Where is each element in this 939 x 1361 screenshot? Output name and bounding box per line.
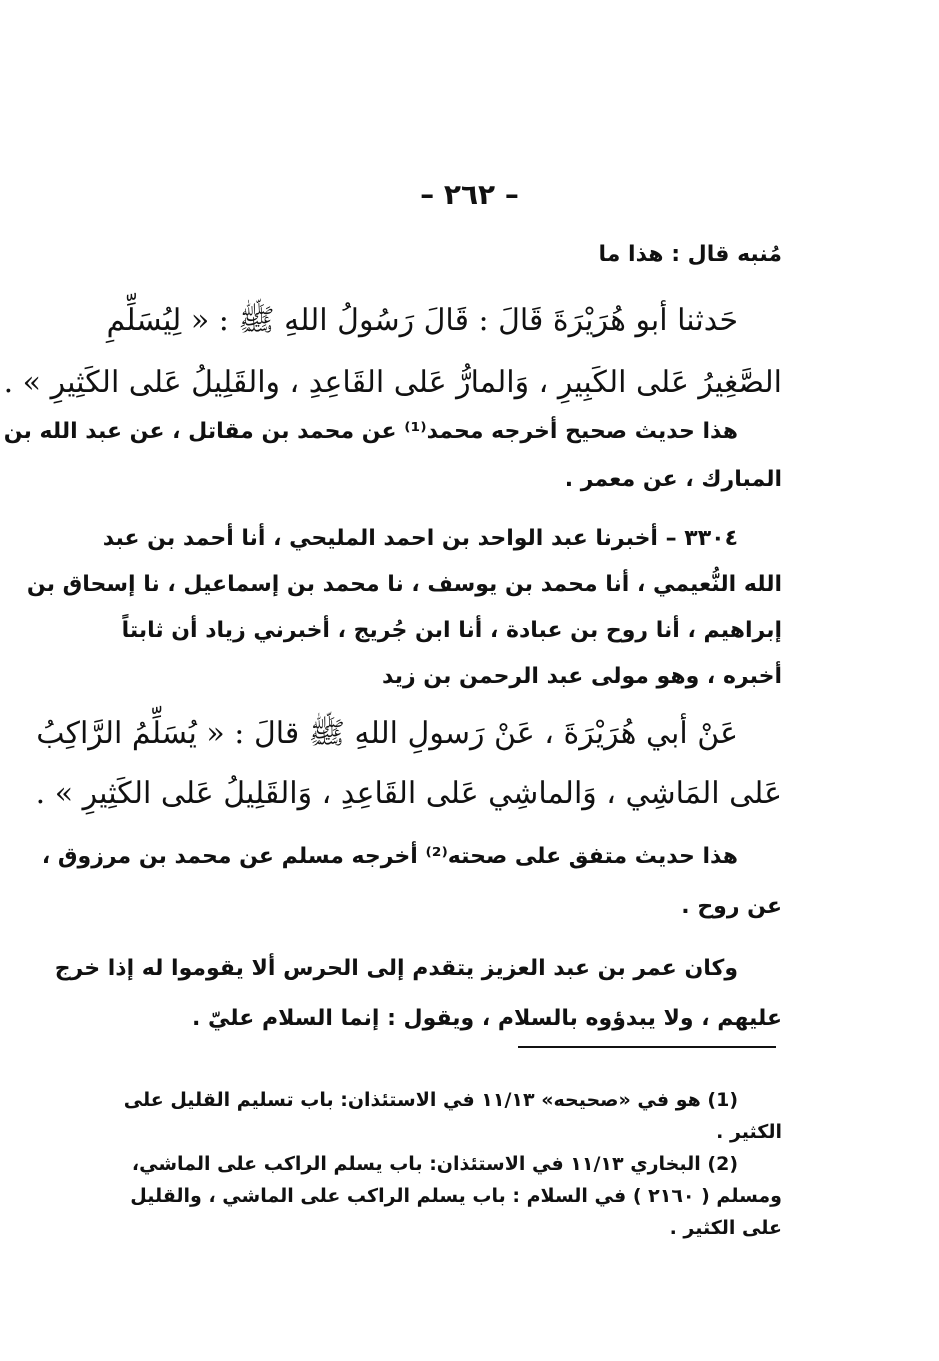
text-line: حَدثنا أبو هُرَيْرَةَ قَالَ : قَالَ رَسُولُ اللهِ ﷺ : « لِيُسَلِّمِ	[106, 303, 738, 338]
text-line: ومسلم ( ٢١٦٠ ) في السلام : باب يسلم الراكب على الماشي ، والقليل	[130, 1185, 782, 1207]
footnote-divider	[518, 1046, 776, 1048]
text-line: وكان عمر بن عبد العزيز يتقدم إلى الحرس ألا يقوموا له إذا خرج	[54, 956, 738, 981]
text-line: عن روح .	[681, 894, 782, 919]
text-line: أخبره ، وهو مولى عبد الرحمن بن زيد	[382, 664, 782, 689]
narration-paragraph	[54, 944, 782, 1044]
paragraph-continuation	[128, 235, 782, 275]
hadith-text	[35, 704, 782, 824]
text-line: (1) هو في «صحيحه» ١١/١٣ في الاستئذان: باب تسليم القليل على	[123, 1089, 738, 1111]
text-line: على الكثير .	[669, 1217, 782, 1239]
page-number: – ٢٦٢ –	[420, 178, 519, 211]
text-line: عليهم ، ولا يبدؤوه بالسلام ، ويقول : إنما السلام عليّ .	[192, 1006, 782, 1031]
text-line: (2) البخاري ١١/١٣ في الاستئذان: باب يسلم الراكب على الماشي،	[131, 1153, 738, 1175]
isnad-paragraph	[26, 516, 782, 700]
footnote-2	[128, 1148, 782, 1244]
text-line: ٣٣٠٤ – أخبرنا عبد الواحد بن احمد المليحي ، أنا أحمد بن عبد	[102, 526, 738, 551]
hadith-text	[3, 290, 782, 414]
commentary-paragraph	[3, 408, 782, 504]
text-line: الصَّغِيرُ عَلى الكَبِيرِ ، وَالمارُّ عَلى القَاعِدِ ، والقَلِيلُ عَلى الكَثِيرِ » .	[3, 365, 782, 400]
text-line: مُنبه قال : هذا ما	[598, 242, 782, 267]
text-line: إبراهيم ، أنا روح بن عبادة ، أنا ابن جُريج ، أخبرني زياد أن ثابتاً	[121, 618, 782, 643]
commentary-paragraph	[41, 832, 782, 932]
text-line: المبارك ، عن معمر .	[564, 467, 782, 492]
text-line: هذا حديث متفق على صحته⁽²⁾ أخرجه مسلم عن محمد بن مرزوق ،	[41, 844, 738, 869]
text-line: الكثير .	[716, 1121, 782, 1143]
text-line: عَنْ أبي هُرَيْرَةَ ، عَنْ رَسولِ اللهِ ﷺ قالَ : « يُسَلِّمُ الرَّاكِبُ	[36, 716, 738, 751]
text-line: عَلى المَاشِي ، وَالماشِي عَلى القَاعِدِ ، وَالقَلِيلُ عَلى الكَثِيرِ » .	[35, 776, 782, 811]
footnote-1	[123, 1084, 782, 1148]
text-line: هذا حديث صحيح أخرجه محمد⁽¹⁾ عن محمد بن مقاتل ، عن عبد الله بن	[3, 419, 738, 444]
text-line: الله النُّعيمي ، أنا محمد بن يوسف ، نا محمد بن إسماعيل ، نا إسحاق بن	[26, 572, 782, 597]
